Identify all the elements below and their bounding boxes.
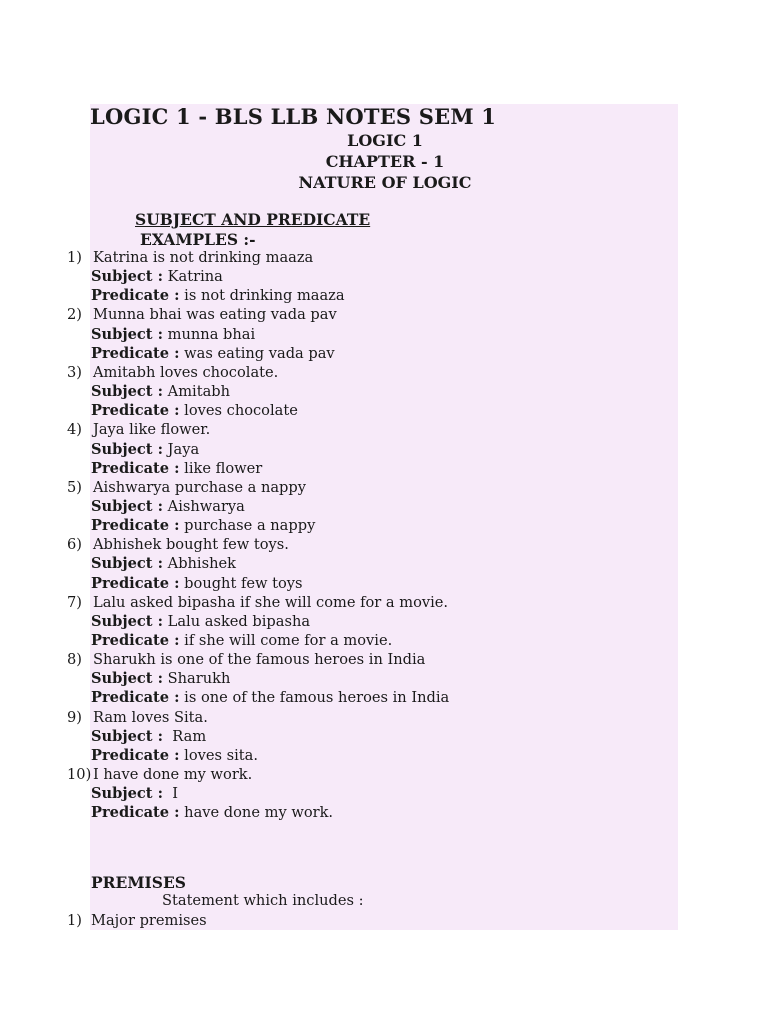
example-predicate — [91, 688, 449, 707]
example-subject — [91, 382, 230, 401]
predicate-label: Predicate : — [91, 344, 180, 362]
subtitle-line-3: NATURE OF LOGIC — [298, 173, 472, 192]
example-sentence: Lalu asked bipasha if she will come for a movie. — [93, 593, 449, 611]
predicate-value: was eating vada pav — [179, 344, 335, 362]
example-sentence: Katrina is not drinking maaza — [93, 249, 314, 266]
predicate-label: Predicate : — [91, 287, 180, 305]
example-predicate — [91, 631, 392, 650]
predicate-value: if she will come for a movie. — [179, 632, 393, 649]
example-predicate — [91, 344, 335, 363]
subtitle-line-1: LOGIC 1 — [347, 131, 423, 150]
subtitle-nature — [90, 173, 678, 192]
example-predicate — [91, 401, 298, 420]
example-subject — [91, 497, 245, 516]
subtitle-logic — [90, 131, 678, 150]
predicate-value: like flower — [179, 459, 263, 477]
predicate-label: Predicate : — [91, 517, 180, 535]
subject-label: Subject : — [91, 497, 164, 515]
example-number: 2) — [67, 306, 82, 324]
predicate-label: Predicate : — [91, 804, 180, 822]
subject-value: Ram — [163, 727, 207, 745]
example-predicate — [91, 459, 262, 478]
subject-value: Amitabh — [163, 383, 231, 401]
predicate-value: loves chocolate — [179, 402, 298, 420]
subject-label: Subject : — [91, 785, 164, 803]
subject-label: Subject : — [91, 555, 164, 573]
subject-label: Subject : — [91, 383, 164, 401]
subject-label: Subject : — [91, 727, 164, 745]
subject-value: Abhishek — [163, 555, 236, 573]
example-number: 7) — [67, 593, 82, 611]
example-subject — [91, 440, 199, 459]
example-sentence: I have done my work. — [93, 766, 253, 784]
example-subject — [91, 727, 206, 746]
subtitle-chapter — [90, 152, 678, 171]
predicate-value: loves sita. — [179, 746, 259, 764]
subject-value: Sharukh — [163, 670, 231, 688]
example-number: 10) — [67, 766, 92, 784]
predicate-value: have done my work. — [179, 804, 334, 822]
predicate-label: Predicate : — [91, 574, 180, 592]
example-predicate — [91, 746, 258, 765]
example-number: 5) — [67, 478, 82, 496]
subject-label: Subject : — [91, 670, 164, 688]
example-number: 4) — [67, 421, 82, 439]
example-sentence: Jaya like flower. — [93, 421, 211, 439]
predicate-label: Predicate : — [91, 402, 180, 420]
example-sentence: Sharukh is one of the famous heroes in India — [93, 651, 426, 669]
predicate-value: bought few toys — [179, 574, 303, 592]
example-sentence: Abhishek bought few toys. — [93, 536, 289, 554]
subject-value: Aishwarya — [163, 497, 245, 515]
predicate-label: Predicate : — [91, 459, 180, 477]
example-predicate — [91, 574, 303, 593]
example-sentence: Amitabh loves chocolate. — [93, 363, 279, 381]
subject-value: I — [163, 785, 179, 803]
predicate-value: is one of the famous heroes in India — [179, 689, 450, 707]
example-number: 8) — [67, 651, 82, 669]
example-sentence: Aishwarya purchase a nappy — [93, 478, 306, 496]
example-number: 9) — [67, 708, 82, 726]
subject-label: Subject : — [91, 268, 164, 286]
example-subject — [91, 612, 310, 631]
example-subject — [91, 554, 236, 573]
subject-value: Jaya — [163, 440, 200, 458]
premises-item-text: Major premises — [91, 912, 207, 929]
example-number: 6) — [67, 536, 82, 554]
predicate-value: purchase a nappy — [179, 517, 316, 535]
predicate-label: Predicate : — [91, 689, 180, 707]
example-subject — [91, 669, 230, 688]
example-predicate — [91, 286, 345, 305]
premises-description: Statement which includes : — [162, 892, 364, 909]
document-title: LOGIC 1 - BLS LLB NOTES SEM 1 — [90, 104, 497, 129]
example-sentence: Munna bhai was eating vada pav — [93, 306, 337, 324]
examples-heading: EXAMPLES :- — [140, 230, 256, 249]
example-number: 1) — [67, 249, 82, 266]
example-predicate — [91, 516, 315, 535]
section-heading: SUBJECT AND PREDICATE — [135, 210, 371, 229]
subject-label: Subject : — [91, 440, 164, 458]
subject-value: Lalu asked bipasha — [163, 612, 311, 630]
example-number: 3) — [67, 363, 82, 381]
example-subject — [91, 784, 178, 803]
subtitle-line-2: CHAPTER - 1 — [325, 152, 445, 171]
predicate-label: Predicate : — [91, 632, 180, 649]
subject-value: munna bhai — [163, 325, 256, 343]
example-predicate — [91, 803, 333, 822]
predicate-value: is not drinking maaza — [179, 287, 345, 305]
predicate-label: Predicate : — [91, 746, 180, 764]
example-subject — [91, 267, 223, 286]
premises-item-number: 1) — [67, 912, 82, 929]
example-sentence: Ram loves Sita. — [93, 708, 208, 726]
subject-label: Subject : — [91, 612, 164, 630]
example-subject — [91, 325, 255, 344]
subject-value: Katrina — [163, 268, 223, 286]
premises-heading: PREMISES — [91, 873, 186, 892]
subject-label: Subject : — [91, 325, 164, 343]
